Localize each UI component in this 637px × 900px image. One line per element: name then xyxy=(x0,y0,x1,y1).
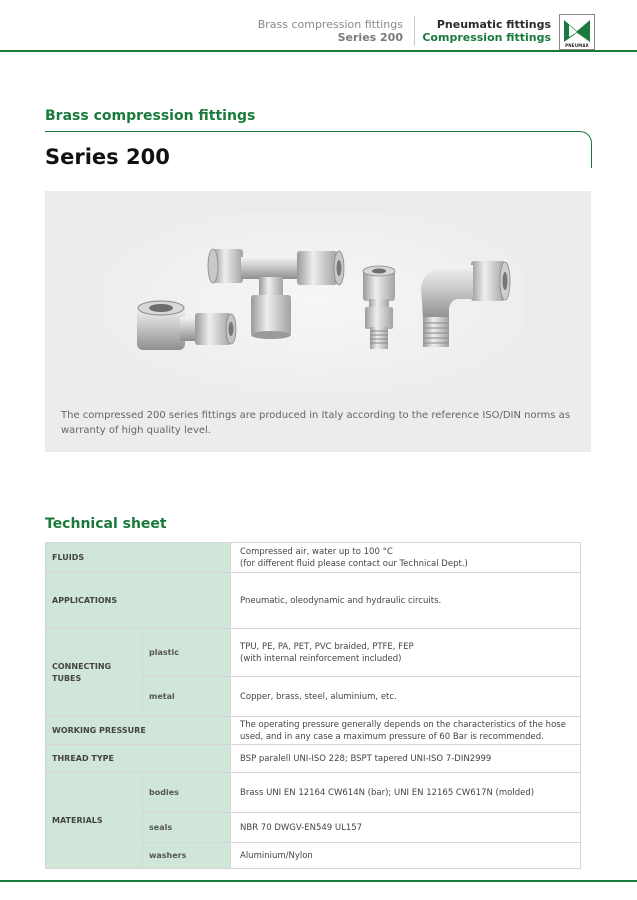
working-pressure-value-line1: The operating pressure generally depends on the characteristics of the hose xyxy=(240,719,566,730)
plastic-value xyxy=(231,629,581,677)
technical-sheet-table xyxy=(45,542,581,869)
photo-caption: The compressed 200 series fittings are produced in Italy according to the reference ISO/DIN norms as warranty of high quality level. xyxy=(61,410,571,436)
header-category-label xyxy=(422,18,551,44)
table-row-tubes-plastic xyxy=(46,629,581,677)
page-title: Series 200 xyxy=(45,145,170,169)
washers-label: washers xyxy=(143,843,231,869)
table-row-applications xyxy=(46,573,581,629)
footer-rule xyxy=(0,880,637,882)
working-pressure-value xyxy=(231,717,581,745)
bodies-label: bodies xyxy=(143,773,231,813)
fluids-value-line2: (for different fluid please contact our Technical Dept.) xyxy=(240,558,468,569)
header-divider xyxy=(414,16,415,46)
thread-type-value: BSP paralell UNI-ISO 228; BSPT tapered UNI-ISO 7-DIN2999 xyxy=(231,745,581,773)
product-photo xyxy=(45,191,591,452)
table-row-working-pressure xyxy=(46,717,581,745)
working-pressure-label: WORKING PRESSURE xyxy=(46,717,231,745)
connecting-tubes-label xyxy=(46,629,143,717)
header-rule xyxy=(0,50,637,52)
header-category: Pneumatic fittings xyxy=(436,18,551,31)
fluids-value-line1: Compressed air, water up to 100 °C xyxy=(240,546,393,557)
page-subtitle: Brass compression fittings xyxy=(45,108,256,124)
plastic-value-line1: TPU, PE, PA, PET, PVC braided, PTFE, FEP xyxy=(240,641,414,652)
applications-label: APPLICATIONS xyxy=(46,573,231,629)
materials-label: MATERIALS xyxy=(46,773,143,869)
thread-type-label: THREAD TYPE xyxy=(46,745,231,773)
header-product-line: Brass compression fittings xyxy=(257,18,403,31)
pneumax-logo xyxy=(559,14,595,50)
connecting-tubes-label-line2: TUBES xyxy=(52,673,82,683)
seals-label: seals xyxy=(143,813,231,843)
plastic-label: plastic xyxy=(143,629,231,677)
technical-sheet-title: Technical sheet xyxy=(45,516,167,532)
plastic-value-line2: (with internal reinforcement included) xyxy=(240,653,402,664)
metal-label: metal xyxy=(143,677,231,717)
bodies-value: Brass UNI EN 12164 CW614N (bar); UNI EN 12165 CW617N (molded) xyxy=(231,773,581,813)
connecting-tubes-label-line1: CONNECTING xyxy=(52,661,112,671)
logo-text: PNEUMAX xyxy=(565,43,589,48)
working-pressure-value-line2: used, and in any case a maximum pressure of 60 Bar is recommended. xyxy=(240,731,544,742)
table-row-materials-bodies xyxy=(46,773,581,813)
header-series: Series 200 xyxy=(337,31,403,44)
metal-value: Copper, brass, steel, aluminium, etc. xyxy=(231,677,581,717)
header-section-label xyxy=(258,18,403,44)
table-row-fluids xyxy=(46,543,581,573)
fluids-value xyxy=(231,543,581,573)
applications-value: Pneumatic, oleodynamic and hydraulic circuits. xyxy=(231,573,581,629)
header-subcategory: Compression fittings xyxy=(422,31,551,44)
seals-value: NBR 70 DWGV-EN549 UL157 xyxy=(231,813,581,843)
washers-value: Aluminium/Nylon xyxy=(231,843,581,869)
table-row-thread-type xyxy=(46,745,581,773)
fluids-label: FLUIDS xyxy=(46,543,231,573)
